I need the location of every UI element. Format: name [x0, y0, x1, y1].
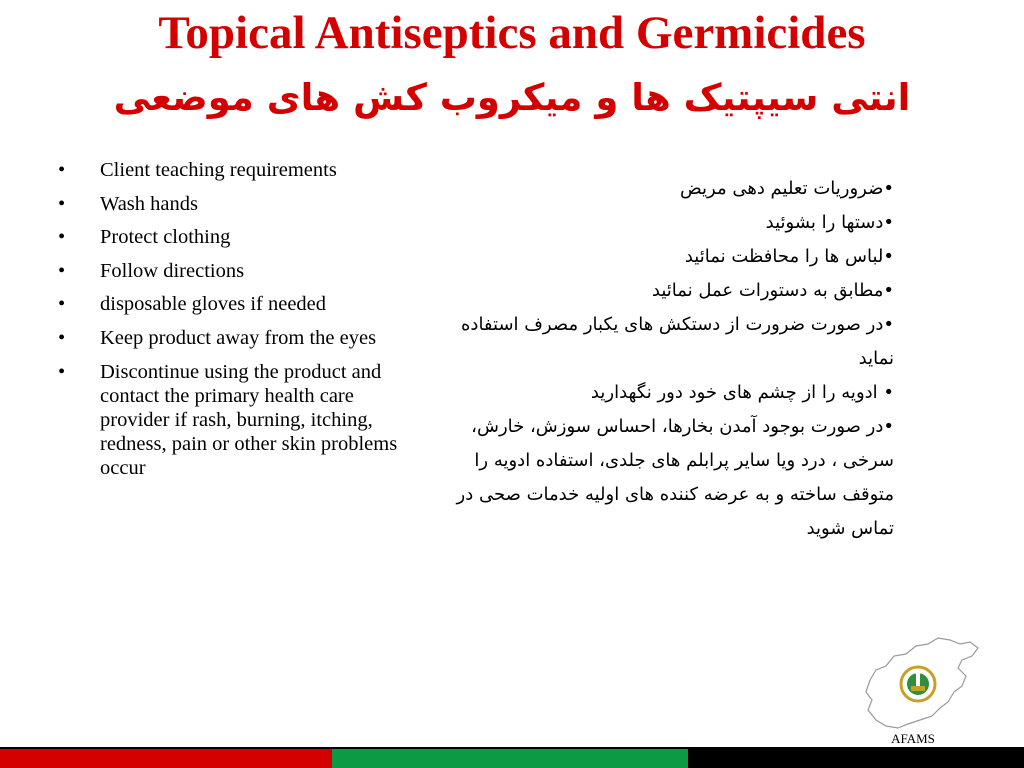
emblem-icon — [901, 667, 935, 701]
afghanistan-map-emblem — [862, 634, 986, 734]
list-item: • ادویه را از چشم های خود دور نگهدارید — [590, 382, 894, 403]
list-item — [56, 259, 408, 283]
bullet-glyph: • — [58, 259, 66, 282]
list-item: •لباس ها را محافظت نمائید — [684, 246, 894, 267]
list-item-text: Follow directions — [100, 259, 245, 282]
list-item — [56, 158, 408, 182]
list-item-text: Wash hands — [100, 192, 198, 215]
flag-black-segment — [688, 749, 1024, 768]
bullet-glyph: • — [58, 192, 66, 215]
flag-green-segment — [332, 749, 688, 768]
list-item-text: Keep product away from the eyes — [100, 326, 377, 349]
flag-color-bar — [0, 749, 1024, 768]
persian-bullet-list — [452, 172, 894, 546]
bullet-glyph: • — [58, 360, 66, 383]
flag-red-segment — [0, 749, 332, 768]
list-item-text: Client teaching requirements — [100, 159, 337, 181]
bullet-glyph: • — [58, 226, 66, 249]
english-bullet-list — [56, 158, 408, 489]
list-item — [56, 192, 408, 216]
list-item: •دستها را بشوئید — [765, 212, 894, 233]
afams-logo-text: AFAMS — [891, 731, 935, 746]
list-item: •مطابق به دستورات عمل نمائید — [651, 280, 894, 301]
bullet-glyph: • — [58, 326, 66, 349]
list-item: •ضروریات تعلیم دهی مریض — [679, 178, 894, 199]
list-item: •در صورت ضرورت از دستکش های یکبار مصرف استفاده نماید — [461, 314, 894, 369]
list-item: •در صورت بوجود آمدن بخارها، احساس سوزش، خارش، سرخی ، درد ویا سایر پرابلم های جلدی، استفاده ادویه را متوقف ساخته و به عرضه کننده های اولیه خدمات صحی در تماس شوید — [456, 416, 894, 539]
list-item-text: Discontinue using the product and contact the primary health care provider if rash, burning, itching, redness, pain or other skin problems occur — [100, 360, 398, 479]
country-map-icon — [862, 634, 986, 734]
list-item — [56, 326, 408, 350]
list-item-text: Protect clothing — [100, 226, 231, 249]
list-item — [56, 225, 408, 249]
bullet-glyph: • — [58, 159, 66, 181]
list-item — [56, 360, 408, 480]
slide-title-persian: انتی سیپتیک ها و میکروب کش های موضعی — [113, 76, 911, 119]
list-item-text: disposable gloves if needed — [100, 293, 327, 316]
bullet-glyph: • — [58, 293, 66, 316]
list-item — [56, 292, 408, 316]
slide-title-english: Topical Antiseptics and Germicides — [158, 7, 866, 59]
